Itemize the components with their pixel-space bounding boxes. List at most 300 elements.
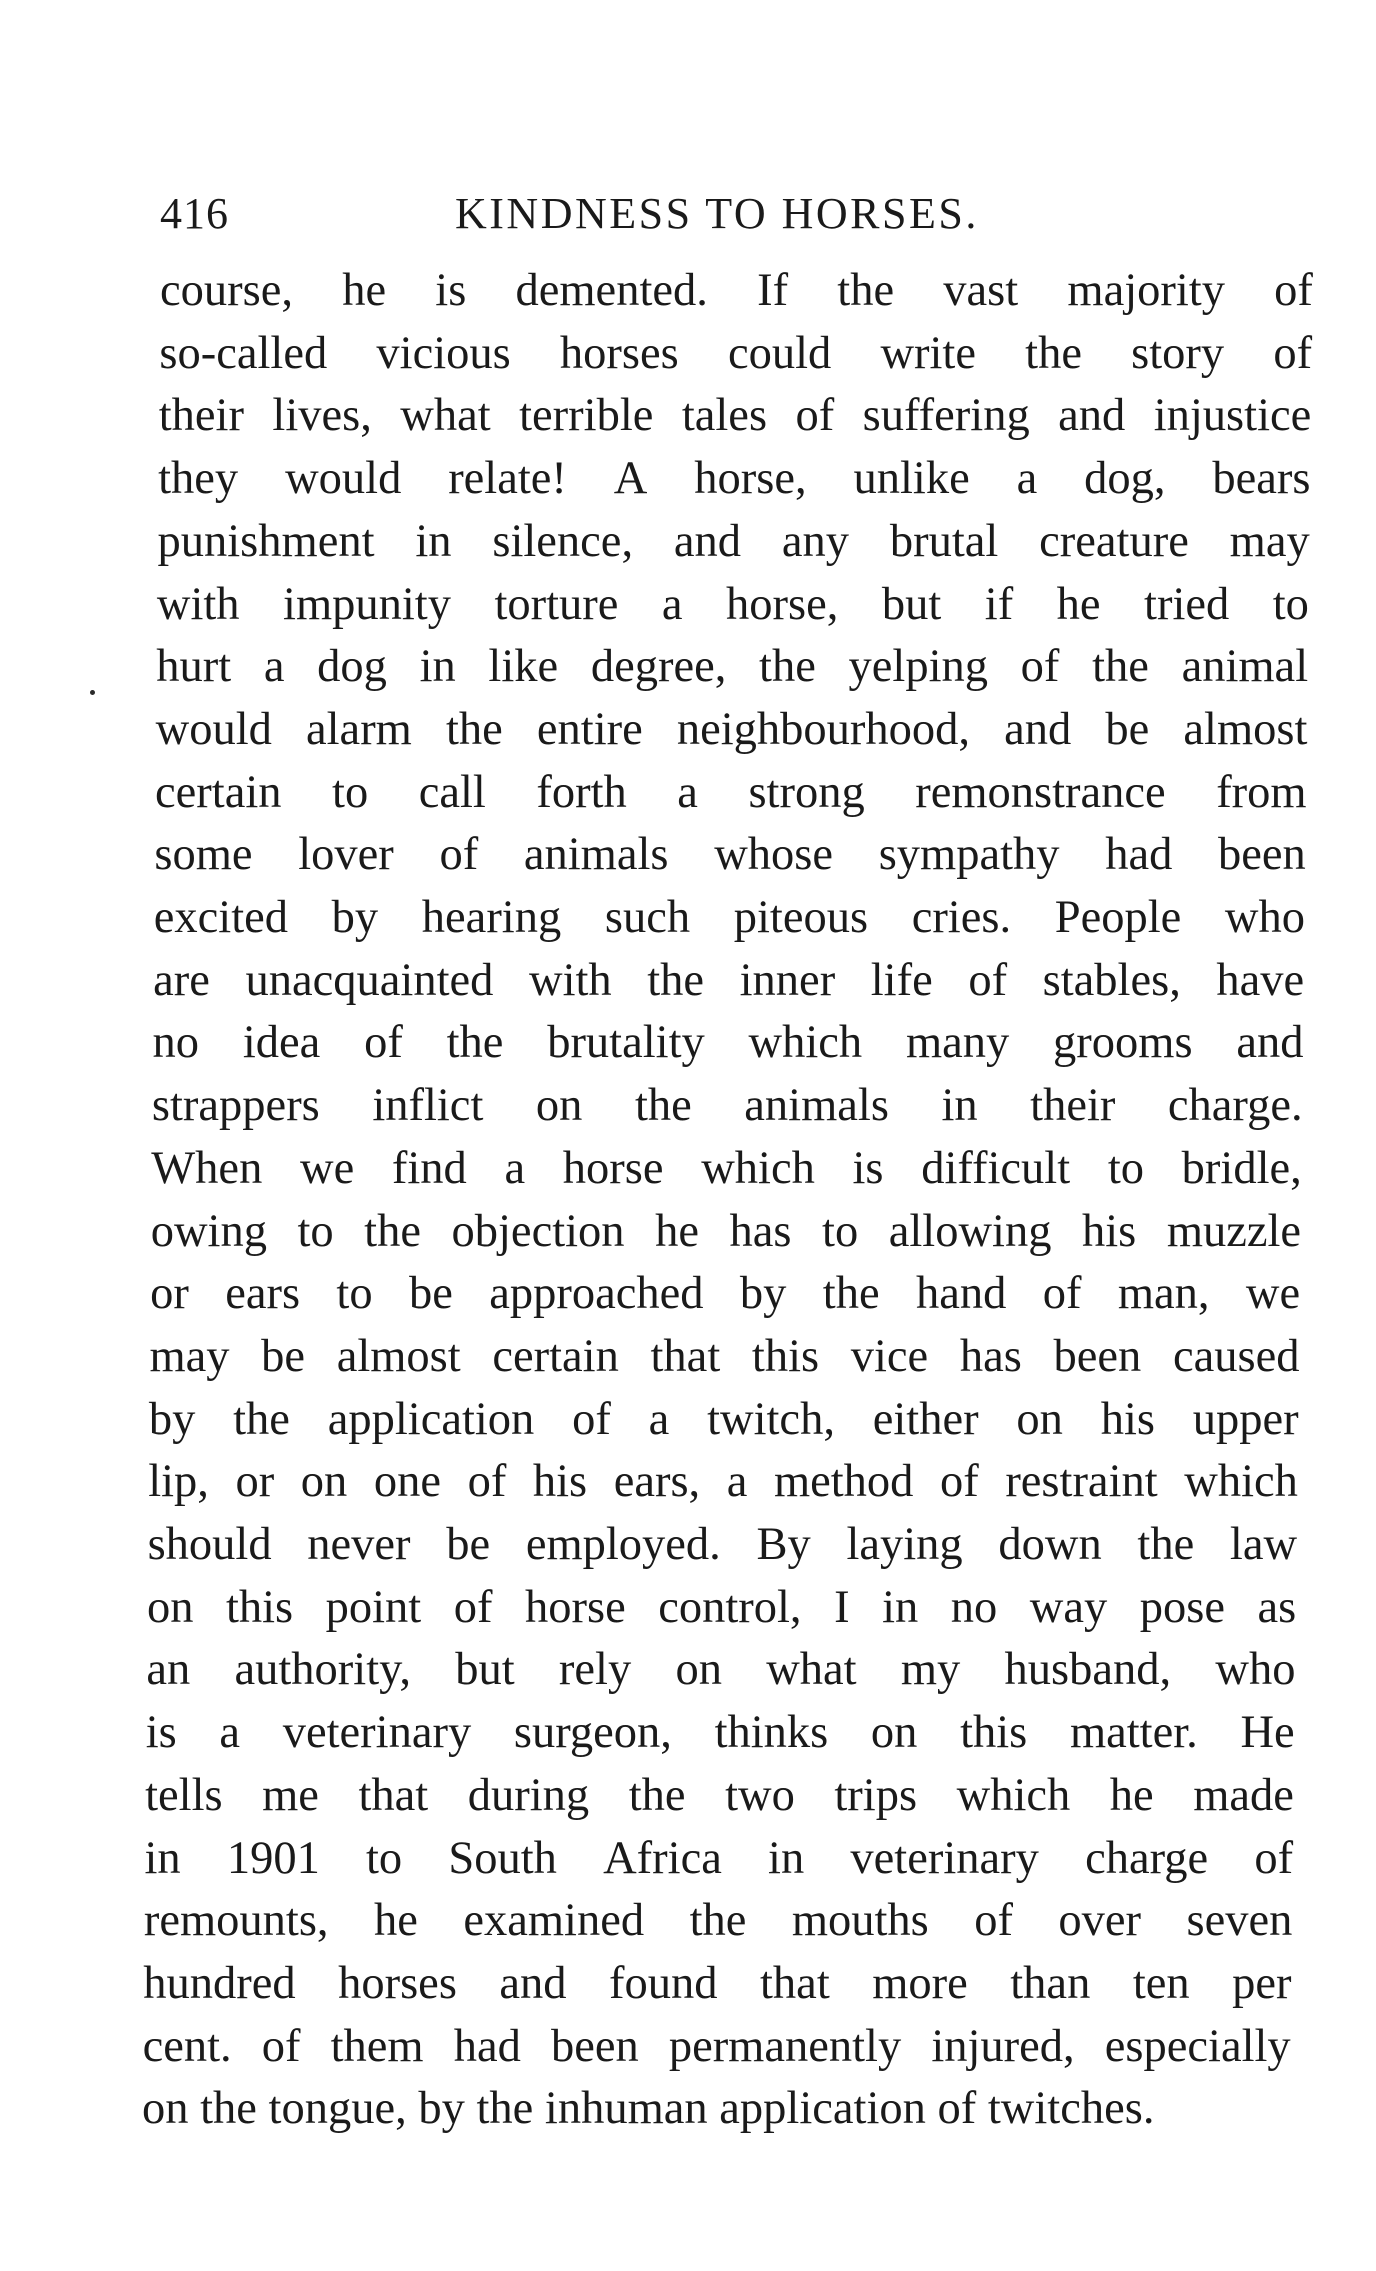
word: unlike (853, 453, 970, 505)
word: surgeon, (513, 1707, 672, 1759)
word: like (488, 641, 559, 693)
word: rely (558, 1644, 632, 1696)
word: stables, (1042, 954, 1181, 1006)
text-line (151, 1080, 1303, 1132)
word: by (148, 1393, 196, 1445)
text-line (156, 578, 1309, 630)
page-number: 416 (160, 189, 229, 238)
word: horses (338, 1957, 457, 2009)
text-line (145, 1769, 1294, 1821)
text-line (149, 1330, 1300, 1382)
word: suffering (862, 390, 1030, 442)
word: the (1137, 1519, 1195, 1570)
word: a (504, 1142, 526, 1194)
word: application (327, 1393, 535, 1445)
text-line (144, 1832, 1294, 1884)
word: and (1004, 703, 1072, 755)
word: found (609, 1957, 718, 2009)
word: of (439, 829, 479, 881)
word: would (285, 453, 402, 505)
word: ears (225, 1268, 301, 1320)
word: to (366, 1832, 403, 1884)
word: and (499, 1957, 567, 2009)
word: dog (317, 641, 387, 693)
word: of (968, 954, 1008, 1006)
word: what (400, 390, 491, 442)
word: horses (559, 327, 679, 379)
word: his (532, 1456, 588, 1508)
word: down (998, 1519, 1102, 1570)
word: this (751, 1330, 820, 1382)
word: either (872, 1393, 979, 1445)
word: hurt (156, 641, 232, 693)
word: permanently (668, 2020, 902, 2072)
word: the (1092, 641, 1149, 693)
word: their (1030, 1080, 1116, 1132)
word: animal (1181, 641, 1309, 693)
word: hearing (421, 892, 562, 943)
word: point (325, 1581, 422, 1633)
word: When (151, 1142, 263, 1194)
word: to (822, 1205, 859, 1257)
word: inflict (372, 1080, 484, 1132)
word: to (1272, 578, 1309, 630)
word: brutality (547, 1017, 705, 1069)
text-line (157, 515, 1310, 567)
word: remonstrance (915, 766, 1166, 818)
word: method (773, 1456, 914, 1508)
word: cries. (911, 892, 1012, 943)
word: man, (1117, 1268, 1210, 1320)
word: what (766, 1644, 857, 1696)
word: the (822, 1268, 880, 1320)
word: on (1016, 1393, 1063, 1445)
word: he (655, 1205, 699, 1257)
word: People (1054, 892, 1182, 943)
word: animals (744, 1080, 889, 1132)
text-line (160, 265, 1313, 316)
word: a (219, 1707, 241, 1759)
word: on (146, 1581, 194, 1633)
word: would (155, 703, 272, 755)
word: but (455, 1644, 515, 1696)
word: we (300, 1142, 355, 1194)
text-line: on the tongue, by the inhuman application of twitches. (142, 2083, 1155, 2135)
word: by (739, 1268, 787, 1320)
word: mouths (791, 1895, 929, 1947)
word: is (852, 1142, 884, 1194)
word: this (225, 1581, 294, 1633)
word: upper (1192, 1393, 1299, 1445)
word: lover (298, 829, 394, 881)
word: them (330, 2020, 424, 2072)
word: laying (846, 1519, 963, 1570)
word: 1901 (226, 1832, 320, 1884)
word: twitch, (707, 1393, 835, 1445)
text-line (155, 703, 1308, 755)
word: almost (1183, 703, 1308, 755)
text-line (143, 1957, 1292, 2009)
word: to (332, 766, 369, 818)
word: veterinary (282, 1707, 472, 1759)
word: of (1020, 641, 1060, 693)
text-line (145, 1707, 1295, 1759)
word: had (453, 2020, 521, 2072)
word: the (233, 1393, 290, 1445)
word: silence, (492, 515, 634, 567)
word: forth (536, 766, 627, 818)
word: his (1082, 1205, 1137, 1257)
word: punishment (157, 515, 375, 567)
word: so-called (159, 327, 328, 379)
text-line (143, 1895, 1293, 1947)
word: vast (943, 265, 1019, 316)
word: of (1042, 1268, 1082, 1320)
word: may (149, 1330, 230, 1382)
word: ears, (613, 1456, 701, 1508)
word: vice (850, 1330, 929, 1382)
word: seven (1186, 1895, 1293, 1947)
word: as (1257, 1581, 1297, 1633)
word: injustice (1153, 390, 1312, 442)
word: to (297, 1205, 334, 1257)
word: per (1232, 1957, 1292, 2009)
word: in (419, 641, 456, 693)
text-line (156, 641, 1309, 693)
word: almost (336, 1330, 461, 1382)
word: employed. (525, 1519, 721, 1570)
word: entire (536, 703, 643, 755)
word: been (1053, 1330, 1142, 1382)
word: of (795, 390, 835, 442)
word: in (882, 1581, 919, 1633)
word: story (1131, 327, 1225, 379)
word: of (974, 1895, 1013, 1947)
word: had (1105, 829, 1173, 881)
word: dog, (1084, 453, 1166, 505)
word: lip, (148, 1456, 209, 1508)
word: no (950, 1581, 998, 1633)
word: the (445, 703, 503, 755)
word: on (300, 1456, 348, 1508)
word: authority, (234, 1644, 411, 1696)
word: animals (523, 829, 669, 881)
word: If (757, 265, 789, 316)
word: sympathy (878, 829, 1060, 881)
word: his (1100, 1393, 1155, 1445)
word: is (145, 1707, 177, 1759)
word: horse (524, 1581, 626, 1633)
word: husband, (1004, 1644, 1172, 1696)
word: and (1058, 390, 1126, 442)
word: has (959, 1330, 1022, 1382)
word: lives, (272, 390, 372, 442)
word: tells (145, 1769, 223, 1821)
word: the (689, 1895, 747, 1947)
word: Africa (603, 1832, 722, 1884)
word: objection (451, 1205, 625, 1257)
word: creature (1039, 515, 1189, 567)
word: of (940, 1456, 979, 1508)
word: who (1215, 1644, 1296, 1696)
word: in (768, 1832, 805, 1884)
word: the (628, 1769, 686, 1821)
word: they (158, 453, 239, 505)
word: pose (1139, 1581, 1225, 1633)
word: neighbourhood, (676, 703, 971, 755)
word: injured, (931, 2020, 1075, 2072)
word: a (1016, 453, 1038, 505)
word: who (1224, 892, 1305, 943)
text-line (154, 829, 1306, 881)
word: tried (1144, 578, 1230, 630)
word: he (1109, 1769, 1154, 1821)
word: inner (739, 954, 836, 1006)
word: to (1107, 1142, 1144, 1194)
word: examined (463, 1895, 645, 1947)
word: some (154, 829, 253, 881)
word: should (147, 1519, 272, 1570)
word: approached (489, 1268, 704, 1320)
word: the (759, 641, 816, 693)
word: horse (562, 1142, 664, 1194)
word: life (870, 954, 933, 1006)
word: with (156, 578, 240, 630)
word: a (726, 1456, 748, 1508)
word: caused (1172, 1330, 1300, 1382)
word: of (572, 1393, 611, 1445)
word: of (453, 1581, 493, 1633)
word: the (446, 1017, 504, 1069)
word: he (374, 1895, 418, 1947)
word: ten (1132, 1957, 1190, 2009)
word: matter. (1069, 1707, 1198, 1759)
word: a (263, 641, 285, 693)
text-line (152, 1017, 1304, 1069)
text-line (146, 1644, 1296, 1696)
word: be (1105, 703, 1150, 755)
word: find (391, 1142, 467, 1194)
word: my (900, 1644, 961, 1696)
text-line (150, 1205, 1302, 1257)
word: the (837, 265, 895, 316)
text-line (158, 390, 1312, 442)
word: the (647, 954, 705, 1006)
text-line (153, 892, 1305, 943)
text-line (151, 1142, 1302, 1194)
word: bridle, (1181, 1142, 1302, 1194)
word: than (1010, 1957, 1091, 2009)
word: been (550, 2020, 639, 2072)
word: grooms (1053, 1017, 1193, 1069)
word: been (1218, 829, 1306, 881)
text-line (159, 327, 1313, 379)
word: hundred (143, 1957, 296, 2009)
word: law (1229, 1519, 1298, 1570)
word: the (1025, 327, 1082, 379)
word: is (435, 265, 467, 316)
word: alarm (306, 703, 412, 755)
word: on (675, 1644, 722, 1696)
word: write (880, 327, 976, 379)
word: yelping (848, 641, 988, 693)
word: be (408, 1268, 453, 1320)
text-line (142, 2020, 1291, 2072)
word: be (446, 1519, 491, 1570)
text-line (148, 1393, 1299, 1445)
word: has (729, 1205, 792, 1257)
word: me (262, 1769, 319, 1821)
word: of (364, 1017, 403, 1069)
word: a (677, 766, 698, 818)
word: way (1029, 1581, 1108, 1633)
word: remounts, (143, 1895, 329, 1947)
word: majority (1067, 265, 1225, 316)
word: South (448, 1832, 557, 1884)
running-head: KINDNESS TO HORSES. (455, 189, 979, 238)
word: which (701, 1142, 815, 1194)
word: restraint (1005, 1456, 1158, 1508)
word: no (152, 1017, 200, 1069)
word: are (153, 954, 210, 1006)
word: in (144, 1832, 181, 1884)
word: trips (834, 1769, 918, 1821)
word: impunity (283, 578, 451, 630)
word: call (418, 766, 486, 818)
word: the (364, 1205, 421, 1257)
word: excited (153, 892, 289, 943)
word: could (727, 327, 832, 379)
word: unacquainted (245, 954, 494, 1006)
word: of (1254, 1832, 1294, 1884)
word: certain (155, 766, 282, 818)
word: if (984, 578, 1014, 630)
word: two (725, 1769, 795, 1821)
word: have (1216, 954, 1305, 1006)
word: horse, (694, 453, 807, 505)
word: be (261, 1330, 306, 1382)
word: I (834, 1581, 850, 1633)
word: certain (492, 1330, 619, 1382)
word: by (331, 892, 379, 943)
text-line (147, 1519, 1298, 1570)
word: allowing (888, 1205, 1052, 1257)
text-line (150, 1268, 1301, 1320)
word: but (881, 578, 942, 630)
word: or (150, 1268, 189, 1320)
word: tales (681, 390, 768, 442)
word: and (1236, 1017, 1304, 1069)
word: in (415, 515, 452, 567)
word: relate! (448, 453, 567, 505)
word: cent. (142, 2020, 232, 2072)
word: on (870, 1707, 918, 1759)
word: and (673, 515, 742, 567)
word: thinks (714, 1707, 829, 1759)
word: By (756, 1519, 811, 1570)
word: terrible (519, 390, 654, 442)
word: or (235, 1456, 275, 1508)
word: in (941, 1080, 978, 1132)
word: strappers (151, 1080, 320, 1132)
word: of (1273, 327, 1313, 379)
word: strong (748, 766, 865, 818)
word: never (307, 1519, 411, 1570)
word: which (956, 1769, 1071, 1821)
word: control, (658, 1581, 802, 1633)
word: that (650, 1330, 721, 1382)
word: more (872, 1957, 968, 2009)
word: He (1240, 1707, 1295, 1759)
word: veterinary (850, 1832, 1039, 1884)
word: he (342, 265, 387, 316)
word: demented. (515, 265, 708, 316)
text-line (153, 954, 1305, 1006)
word: piteous (733, 892, 869, 943)
word: which (1184, 1456, 1298, 1508)
word: course, (160, 265, 293, 316)
text-line (158, 453, 1311, 505)
word: a (661, 578, 683, 630)
word: muzzle (1166, 1205, 1302, 1257)
word: of (467, 1456, 507, 1508)
word: degree, (590, 641, 727, 693)
word: during (467, 1769, 590, 1821)
word: of (261, 2020, 301, 2072)
word: idea (242, 1017, 321, 1069)
word: A (613, 453, 648, 505)
word: a (648, 1393, 670, 1445)
word: horse, (726, 578, 839, 630)
word: that (760, 1957, 830, 2009)
word: which (748, 1017, 863, 1069)
word: made (1193, 1769, 1294, 1821)
word: whose (714, 829, 834, 881)
word: from (1216, 766, 1307, 818)
word: charge. (1167, 1080, 1303, 1132)
word: over (1058, 1895, 1142, 1947)
word: torture (494, 578, 619, 630)
word: brutal (889, 515, 999, 567)
word: the (634, 1080, 692, 1132)
word: difficult (921, 1142, 1071, 1194)
word: one (373, 1456, 441, 1508)
word: especially (1104, 2020, 1291, 2072)
word: any (781, 515, 850, 567)
word: he (1056, 578, 1101, 630)
word: on (535, 1080, 583, 1132)
word: owing (150, 1205, 267, 1257)
text-line (148, 1456, 1298, 1508)
word: this (960, 1707, 1028, 1759)
word: vicious (376, 327, 511, 379)
word: may (1229, 515, 1310, 567)
word: their (158, 390, 244, 442)
word: bears (1212, 453, 1311, 505)
word: such (604, 892, 691, 943)
word: an (146, 1644, 191, 1696)
word: many (905, 1017, 1010, 1069)
word: to (336, 1268, 373, 1320)
text-line (146, 1581, 1297, 1633)
word: we (1245, 1268, 1301, 1320)
word: of (1274, 265, 1313, 316)
word: charge (1085, 1832, 1209, 1884)
word: hand (915, 1268, 1007, 1320)
word: with (529, 954, 612, 1006)
text-line (155, 766, 1307, 818)
word: that (358, 1769, 429, 1821)
